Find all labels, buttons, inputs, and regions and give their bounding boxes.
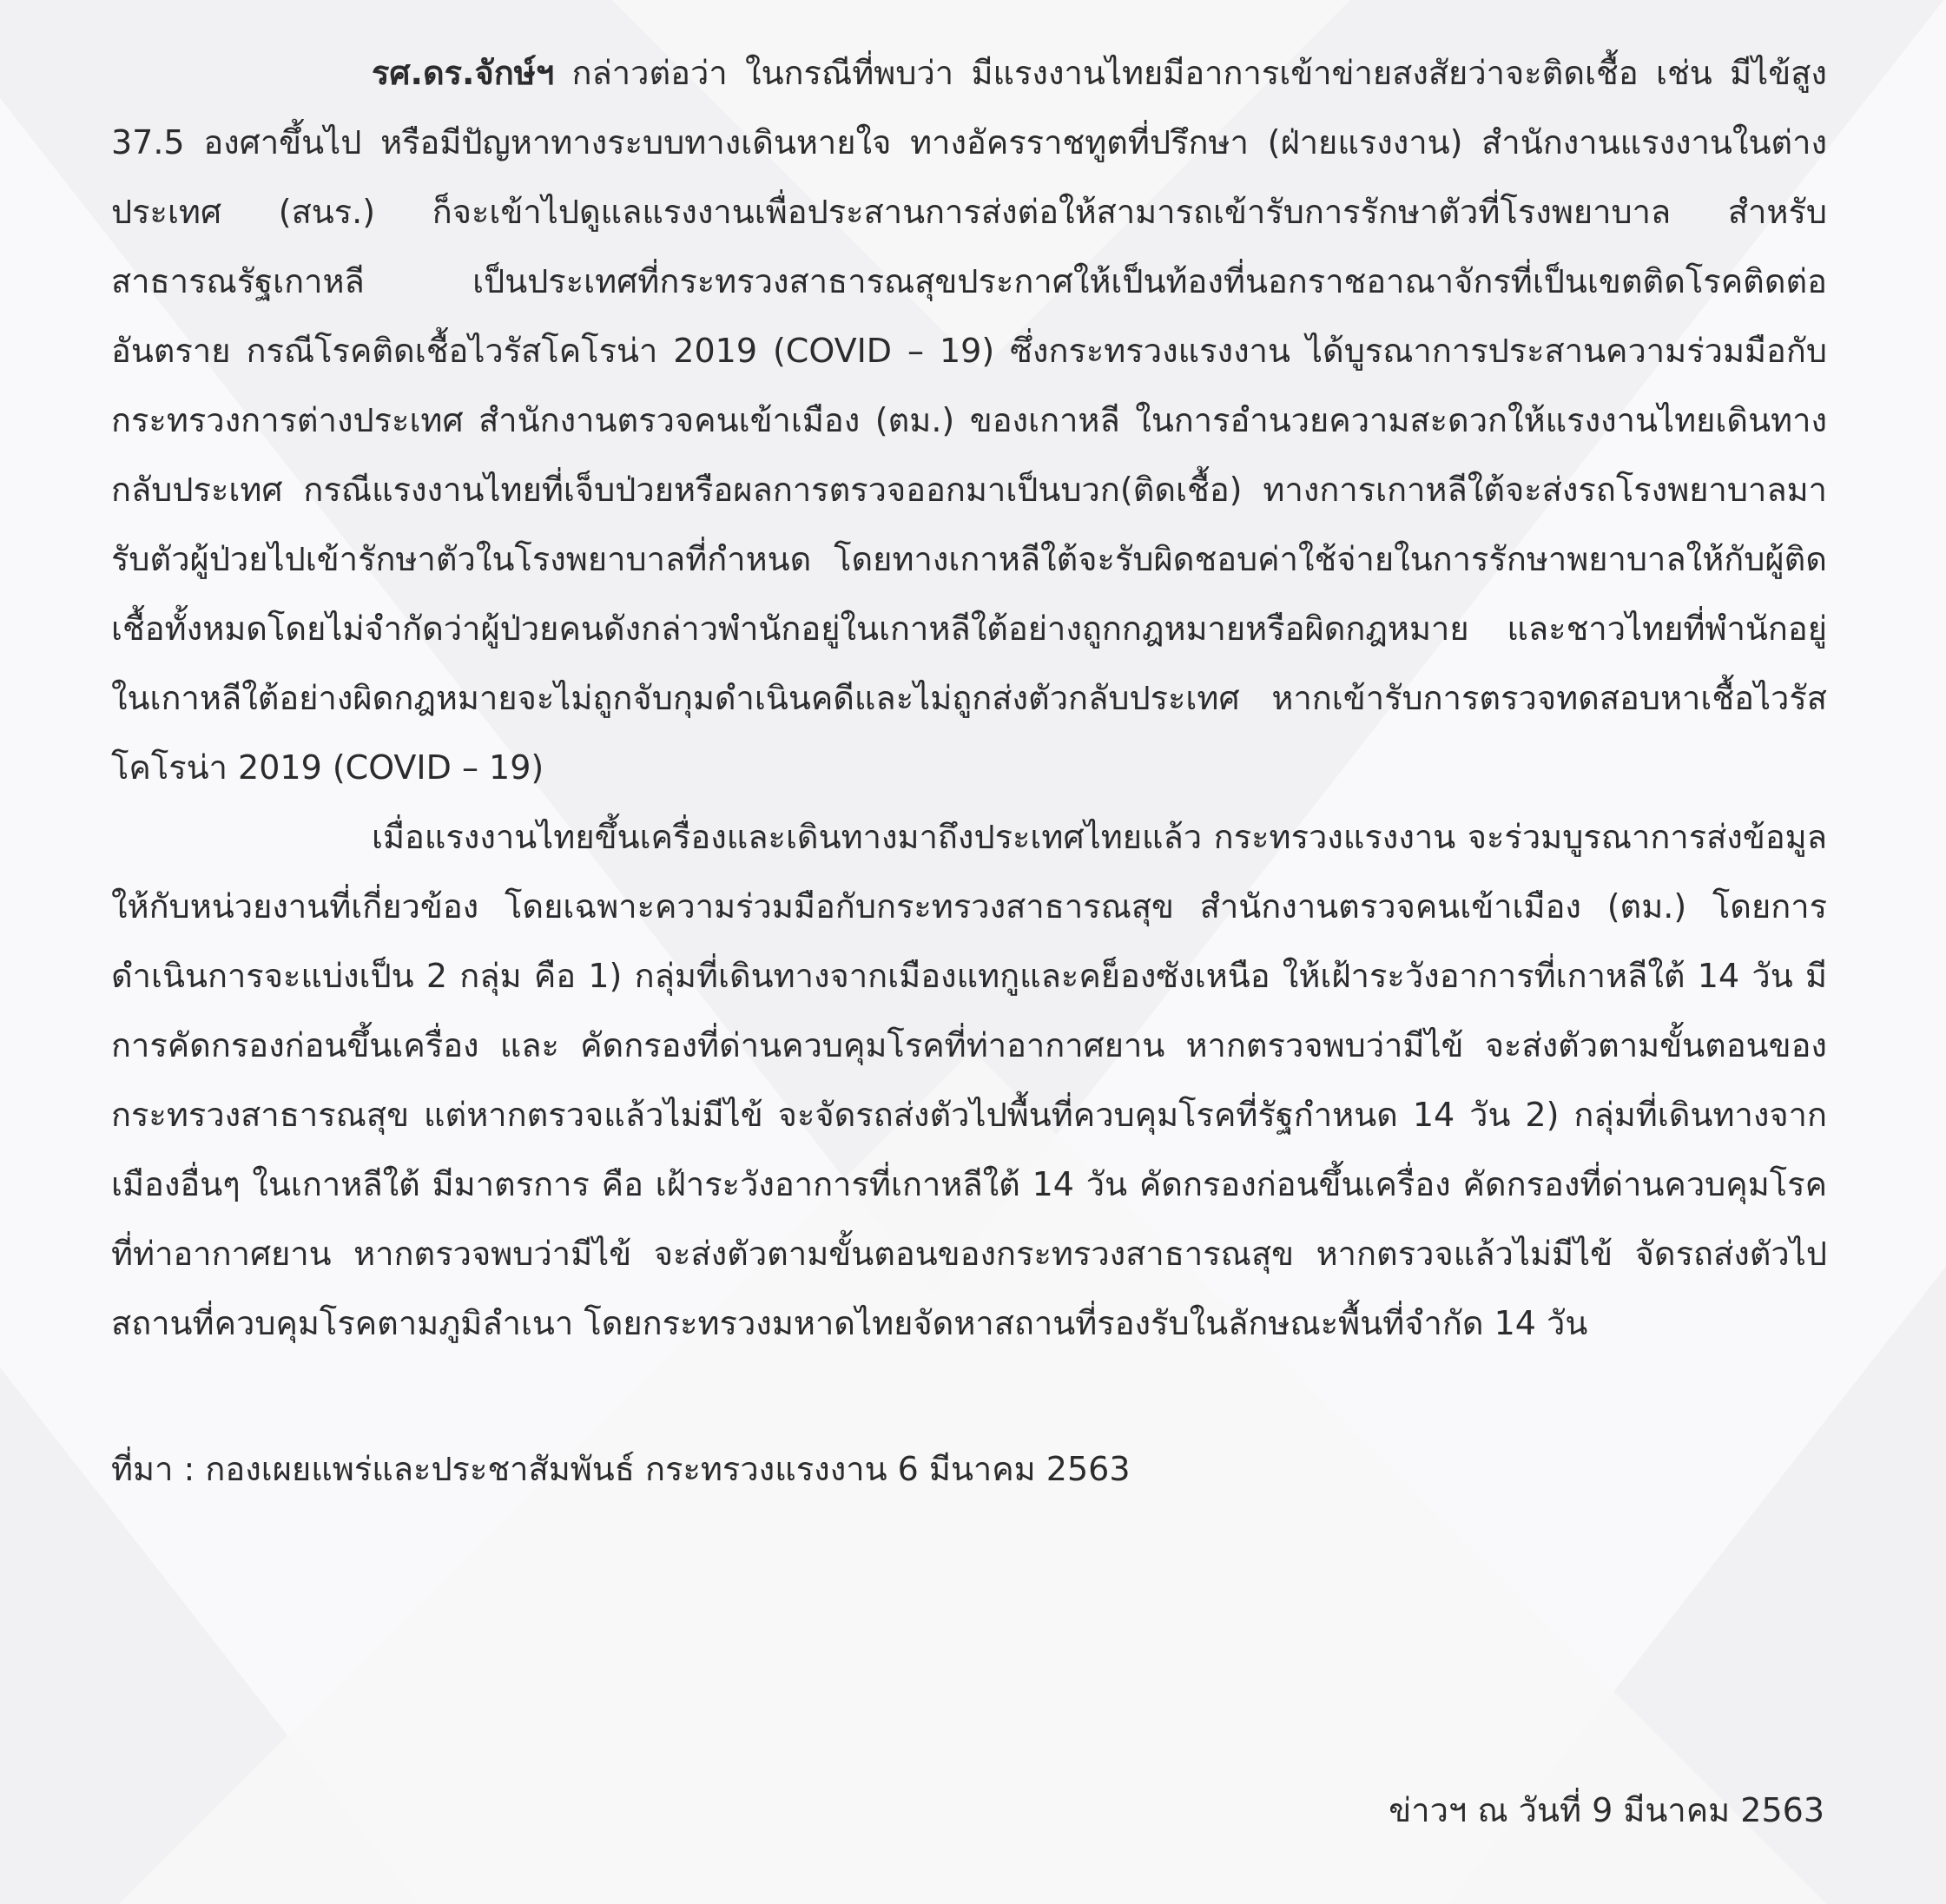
document-body	[111, 38, 1827, 1504]
paragraph-1-text: กล่าวต่อว่า ในกรณีที่พบว่า มีแรงงานไทยมีอาการเข้าข่ายสงสัยว่าจะติดเชื้อ เช่น มีไข้สูง 37.5 องศาขึ้นไป หรือมีปัญหาทางระบบทางเดินหายใจ ทางอัครราชทูตที่ปรึกษา (ฝ่ายแรงงาน) สำนักงานแรงงานในต่างประเทศ (สนร.) ก็จะเข้าไปดูแลแรงงานเพื่อประสานการส่งต่อให้สามารถเข้ารับการรักษาตัวที่โรงพยาบาล สำหรับสาธารณรัฐเกาหลี เป็นประเทศที่กระทรวงสาธารณสุขประกาศให้เป็นท้องที่นอกราชอาณาจักรที่เป็นเขตติดโรคติดต่ออันตราย กรณีโรคติดเชื้อไวรัสโคโรน่า 2019 (COVID – 19) ซึ่งกระทรวงแรงงาน ได้บูรณาการประสานความร่วมมือกับกระทรวงการต่างประเทศ สำนักงานตรวจคนเข้าเมือง (ตม.) ของเกาหลี ในการอำนวยความสะดวกให้แรงงานไทยเดินทางกลับประเทศ กรณีแรงงานไทยที่เจ็บป่วยหรือผลการตรวจออกมาเป็นบวก(ติดเชื้อ) ทางการเกาหลีใต้จะส่งรถโรงพยาบาลมารับตัวผู้ป่วยไปเข้ารักษาตัวในโรงพยาบาลที่กำหนด โดยทางเกาหลีใต้จะรับผิดชอบค่าใช้จ่ายในการรักษาพยาบาลให้กับผู้ติดเชื้อทั้งหมดโดยไม่จำกัดว่าผู้ป่วยคนดังกล่าวพำนักอยู่ในเกาหลีใต้อย่างถูกกฎหมายหรือผิดกฎหมาย และชาวไทยที่พำนักอยู่ในเกาหลีใต้อย่างผิดกฎหมายจะไม่ถูกจับกุมดำเนินคดีและไม่ถูกส่งตัวกลับประเทศ หากเข้ารับการตรวจทดสอบหาเชื้อไวรัสโคโรน่า 2019 (COVID – 19)	[111, 54, 1827, 787]
paragraph-2: เมื่อแรงงานไทยขึ้นเครื่องและเดินทางมาถึงประเทศไทยแล้ว กระทรวงแรงงาน จะร่วมบูรณาการส่งข้อมูลให้กับหน่วยงานที่เกี่ยวข้อง โดยเฉพาะความร่วมมือกับกระทรวงสาธารณสุข สำนักงานตรวจคนเข้าเมือง (ตม.) โดยการดำเนินการจะแบ่งเป็น 2 กลุ่ม คือ 1) กลุ่มที่เดินทางจากเมืองแทกูและคย็องซังเหนือ ให้เฝ้าระวังอาการที่เกาหลีใต้ 14 วัน มีการคัดกรองก่อนขึ้นเครื่อง และ คัดกรองที่ด่านควบคุมโรคที่ท่าอากาศยาน หากตรวจพบว่ามีไข้ จะส่งตัวตามขั้นตอนของกระทรวงสาธารณสุข แต่หากตรวจแล้วไม่มีไข้ จะจัดรถส่งตัวไปพื้นที่ควบคุมโรคที่รัฐกำหนด 14 วัน 2) กลุ่มที่เดินทางจากเมืองอื่นๆ ในเกาหลีใต้ มีมาตรการ คือ เฝ้าระวังอาการที่เกาหลีใต้ 14 วัน คัดกรองก่อนขึ้นเครื่อง คัดกรองที่ด่านควบคุมโรคที่ท่าอากาศยาน หากตรวจพบว่ามีไข้ จะส่งตัวตามขั้นตอนของกระทรวงสาธารณสุข หากตรวจแล้วไม่มีไข้ จัดรถส่งตัวไปสถานที่ควบคุมโรคตามภูมิลำเนา โดยกระทรวงมหาดไทยจัดหาสถานที่รองรับในลักษณะพื้นที่จำกัด 14 วัน	[111, 818, 1827, 1342]
source-line: ที่มา : กองเผยแพร่และประชาสัมพันธ์ กระทรวงแรงงาน 6 มีนาคม 2563	[111, 1450, 1131, 1488]
paragraph-1-lead: รศ.ดร.จักษ์ฯ	[372, 54, 555, 92]
paragraph-1	[111, 38, 1827, 802]
news-dateline: ข่าวฯ ณ วันที่ 9 มีนาคม 2563	[1389, 1791, 1824, 1829]
